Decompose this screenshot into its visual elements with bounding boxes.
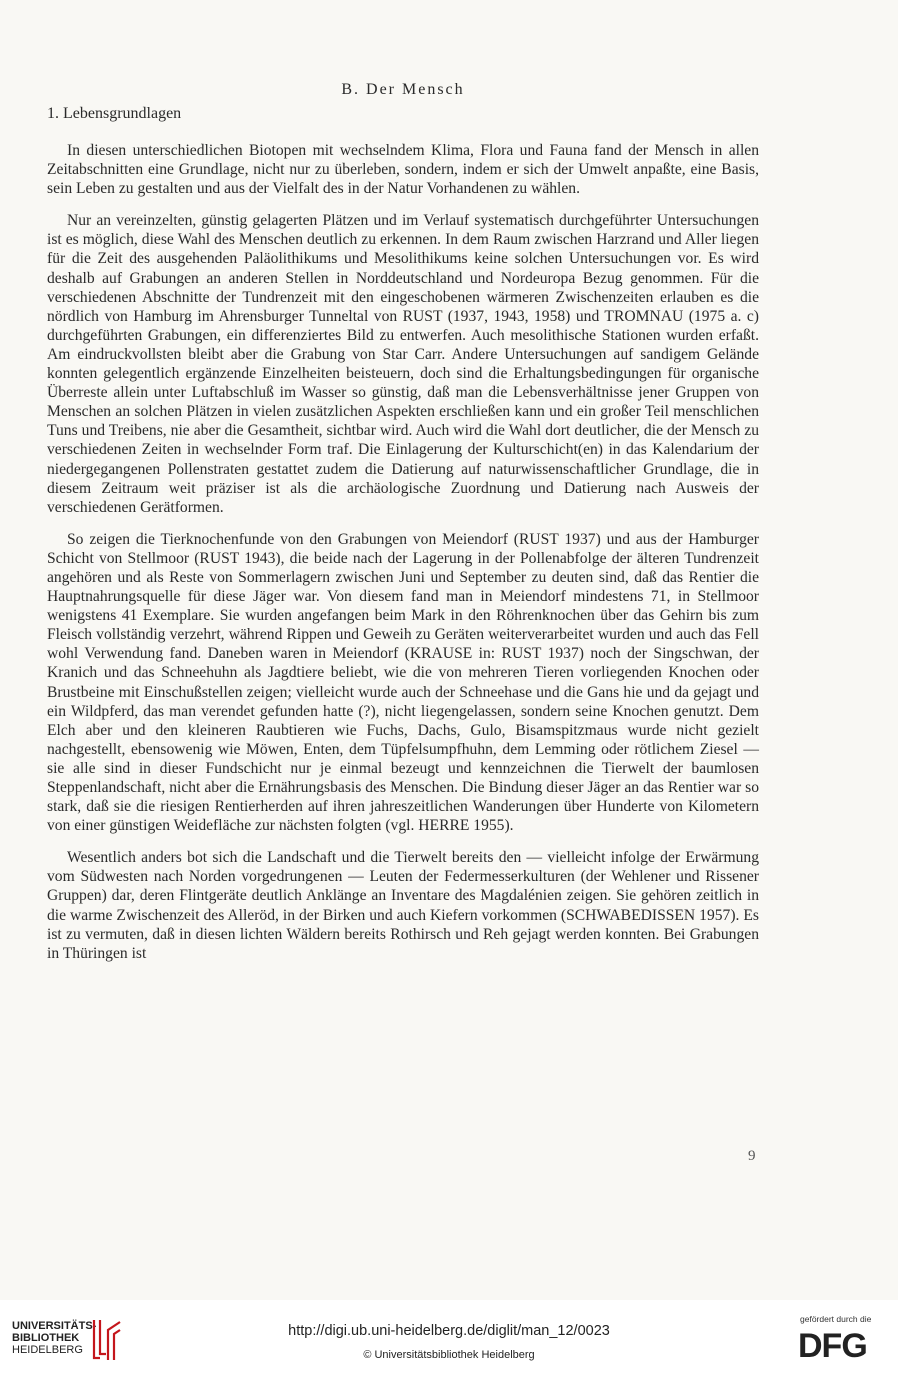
- paragraph: Wesentlich anders bot sich die Landschaft und die Tierwelt bereits den — vielleicht infolge der Erwärmung vom Südwesten nach Norden vorgedrungenen — Leuten der Federmesserkulturen (der Wehlener und Rissener Gruppen) dar, deren Flintgeräte deutlich Anklänge an Inventare des Magdalénien zeigen. Sie gehören zeitlich in die warme Zwischenzeit des Alleröd, in der Birken und auch Kiefern vorkommen (SCHWABEDISSEN 1957). Es ist zu vermuten, daß in diesen lichten Wäldern bereits Rothirsch und Reh gejagt werden konnten. Bei Grabungen in Thüringen ist: [47, 849, 759, 962]
- page-number: 9: [748, 1148, 756, 1164]
- subsection-title: 1. Lebensgrundlagen: [47, 105, 182, 122]
- dfg-logo: DFG: [798, 1327, 867, 1365]
- paragraph: So zeigen die Tierknochenfunde von den Grabungen von Meiendorf (RUST 1937) und aus der Hamburger Schicht von Stellmoor (RUST 1943), die beide nach der Lagerung in der Pollenabfolge der älteren Tundrenzeit angehören und als Reste von Sommerlagern zwischen Juni und September zu deuten sind, daß das Rentier die Hauptnahrungsquelle für diese Jäger war. Von diesem fand man in Meiendorf mindestens 71, in Stellmoor wenigstens 41 Exemplare. Sie wurden angefangen beim Mark in den Röhrenknochen über das Gehirn bis zum Fleisch vollständig verzehrt, während Rippen und Geweih zu Geräten weiterverarbeitet wurden und auch das Fell wohl Verwendung fand. Daneben waren in Meiendorf (KRAUSE in: RUST 1937) noch der Singschwan, der Kranich und das Schneehuhn als Jagdtiere beliebt, wie die von mehreren Tieren vorliegenden Knochen oder Brustbeine mit Einschußstellen zeigen; vielleicht wurde auch der Schneehase und die Gans hie und da gejagt und ein Wildpferd, das man verendet gefunden hatte (?), nicht liegengelassen, sondern seine Knochen genutzt. Dem Elch aber und den kleineren Raubtieren wie Fuchs, Dachs, Gulo, Bisamspitzmaus wurde nicht gezielt nachgestellt, ebensowenig wie Möwen, Enten, dem Tüpfelsumpfhuhn, dem Lemming oder rötlichem Ziesel — sie alle sind in dieser Fundschicht nur je einmal bezeugt und kennzeichnen die Tierwelt der baumlosen Steppenlandschaft, nicht aber die Ernährungsbasis des Menschen. Die Bindung dieser Jäger an das Rentier war so stark, daß sie die riesigen Rentierherden auf ihren jahreszeitlichen Wanderungen über Hunderte von Kilometern von einer günstigen Weidefläche zur nächsten folgten (vgl. HERRE 1955).: [47, 530, 759, 835]
- document-url-link[interactable]: http://digi.ub.uni-heidelberg.de/diglit/man_12/0023: [288, 1323, 610, 1339]
- copyright-text: © Universitätsbibliothek Heidelberg: [363, 1349, 535, 1361]
- institution-line: UNIVERSITÄTS-: [12, 1320, 97, 1332]
- body-text: [47, 141, 759, 976]
- paragraph: In diesen unterschiedlichen Biotopen mit wechselndem Klima, Flora und Fauna fand der Mensch in allen Zeitabschnitten eine Grundlage, nicht nur zu überleben, sondern, indem er sich der Umwelt anpaßte, eine Basis, sein Leben zu gestalten und aus der Vielfalt des in der Natur Vorhandenen zu wählen.: [47, 142, 759, 198]
- paragraph: Nur an vereinzelten, günstig gelagerten Plätzen und im Verlauf systematisch durchgeführter Untersuchungen ist es möglich, diese Wahl des Menschen deutlich zu erkennen. In dem Raum zwischen Harzrand und Aller liegen für die Zeit des ausgehenden Paläolithikums und Mesolithikums keine solchen Untersuchungen vor. Es wird deshalb auf Grabungen an anderen Stellen in Norddeutschland und Nordeuropa Bezug genommen. Für die verschiedenen Abschnitte der Tundrenzeit mit den eingeschobenen wärmeren Zwischenzeiten erlauben es die nördlich von Hamburg im Ahrensburger Tunneltal von RUST (1937, 1943, 1958) und TROMNAU (1975 a. c) durchgeführten Grabungen, ein differenziertes Bild zu entwerfen. Auch mesolithische Stationen wurden erfaßt. Am eindruckvollsten bleibt aber die Grabung von Star Carr. Andere Untersuchungen auf sandigem Gelände konnten gelegentlich ergänzende Einzelheiten beisteuern, doch sind die Erhaltungsbedingungen für organische Überreste allein unter Luftabschluß im Wasser so günstig, daß man die Lebensverhältnisse jener Gruppen von Menschen an solchen Plätzen in vielen zusätzlichen Aspekten erschließen kann und ein großer Teil menschlichen Tuns und Treibens, nie aber die Gesamtheit, sichtbar wird. Auch wird die Wahl dort deutlicher, die der Mensch zu verschiedenen Zeiten in wechselnder Form traf. Die Einlagerung der Kulturschicht(en) in das Kalendarium der niedergegangenen Pollenstraten gestattet zudem die Datierung auf naturwissenschaftlicher Grundlage, die in diesem Zeitraum weit präziser ist als die archäologische Zuordnung und Datierung nach Ausweis der verschiedenen Gerätformen.: [47, 212, 759, 516]
- section-title: B. Der Mensch: [341, 81, 465, 98]
- institution-line: BIBLIOTHEK: [12, 1332, 80, 1344]
- footer: [0, 1300, 898, 1373]
- institution-line: HEIDELBERG: [12, 1344, 83, 1356]
- sponsor-caption: gefördert durch die: [800, 1314, 872, 1324]
